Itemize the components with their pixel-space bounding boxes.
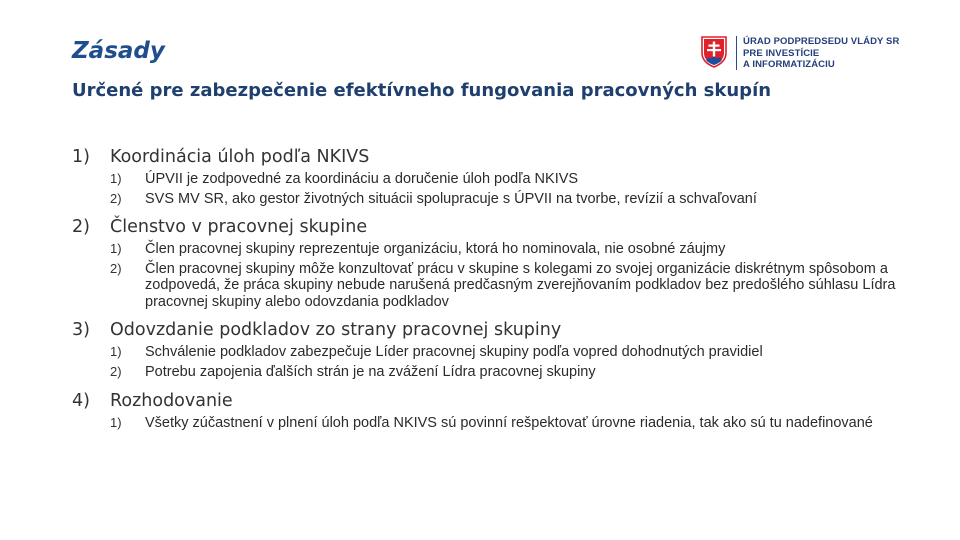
list-item-text: Člen pracovnej skupiny reprezentuje organizáciu, ktorá ho nominovala, nie osobné záujmy — [145, 241, 726, 257]
list-item-text: SVS MV SR, ako gestor životných situácii spolupracuje s ÚPVII na tvorbe, revízií a schvaľovaní — [145, 190, 757, 207]
principle-heading — [72, 390, 912, 412]
principle-item — [72, 390, 912, 432]
principle-heading — [72, 319, 912, 341]
principle-sublist — [110, 415, 912, 432]
page-subtitle: Určené pre zabezpečenie efektívneho fungovania pracovných skupín — [72, 80, 772, 101]
principle-number: 2) — [72, 217, 90, 237]
list-item-number: 1) — [110, 241, 122, 256]
principle-title: Rozhodovanie — [110, 391, 233, 411]
coat-of-arms-icon — [701, 36, 727, 68]
logo-divider — [736, 36, 737, 70]
list-item-text: Schválenie podkladov zabezpečuje Líder pracovnej skupiny podľa vopred dohodnutých pravidiel — [145, 344, 763, 360]
list-item-text: ÚPVII je zodpovedné za koordináciu a doručenie úloh podľa NKIVS — [145, 171, 579, 187]
list-item-number: 2) — [110, 190, 122, 206]
list-item-number: 2) — [110, 363, 122, 379]
principle-title: Koordinácia úloh podľa NKIVS — [110, 147, 370, 167]
principle-heading — [72, 146, 912, 168]
list-item — [110, 261, 912, 311]
list-item — [110, 191, 912, 208]
list-item-number: 1) — [110, 415, 122, 430]
principle-item — [72, 146, 912, 207]
principle-item — [72, 319, 912, 380]
principles-list — [72, 146, 912, 435]
page-title: Zásady — [72, 38, 165, 64]
principle-sublist — [110, 171, 912, 207]
list-item — [110, 364, 912, 381]
list-item-number: 1) — [110, 171, 122, 186]
list-item-number: 2) — [110, 260, 122, 276]
principle-sublist — [110, 344, 912, 380]
logo-line: A INFORMATIZÁCIU — [743, 59, 835, 70]
principle-number: 4) — [72, 391, 90, 411]
principle-item — [72, 216, 912, 310]
principle-heading — [72, 216, 912, 238]
logo-line: PRE INVESTÍCIE — [743, 47, 820, 59]
office-logo — [701, 36, 901, 72]
principle-number: 1) — [72, 147, 90, 167]
logo-line: ÚRAD PODPREDSEDU VLÁDY SR — [743, 36, 900, 47]
principle-title: Členstvo v pracovnej skupine — [110, 217, 368, 237]
principle-sublist — [110, 241, 912, 310]
list-item — [110, 415, 912, 432]
principle-title: Odovzdanie podkladov zo strany pracovnej skupiny — [110, 320, 562, 340]
list-item — [110, 241, 912, 258]
list-item — [110, 344, 912, 361]
list-item-text: Všetky zúčastnení v plnení úloh podľa NKIVS sú povinní rešpektovať úrovne riadenia, tak ako sú tu nadefinované — [145, 415, 873, 431]
list-item-number: 1) — [110, 344, 122, 359]
list-item — [110, 171, 912, 188]
logo-text — [743, 36, 899, 71]
principle-number: 3) — [72, 320, 90, 340]
list-item-text: Člen pracovnej skupiny môže konzultovať prácu v skupine s kolegami zo svojej organizácie diskrétnym spôsobom a zodpovedá, že práca skupiny nebude narušená predčasným zverejňovaním podkladov bez predošlého súhlasu Lídra pracovnej skupiny alebo odovzdania podkladov — [145, 260, 896, 310]
list-item-text: Potrebu zapojenia ďalších strán je na zvážení Lídra pracovnej skupiny — [145, 363, 596, 380]
